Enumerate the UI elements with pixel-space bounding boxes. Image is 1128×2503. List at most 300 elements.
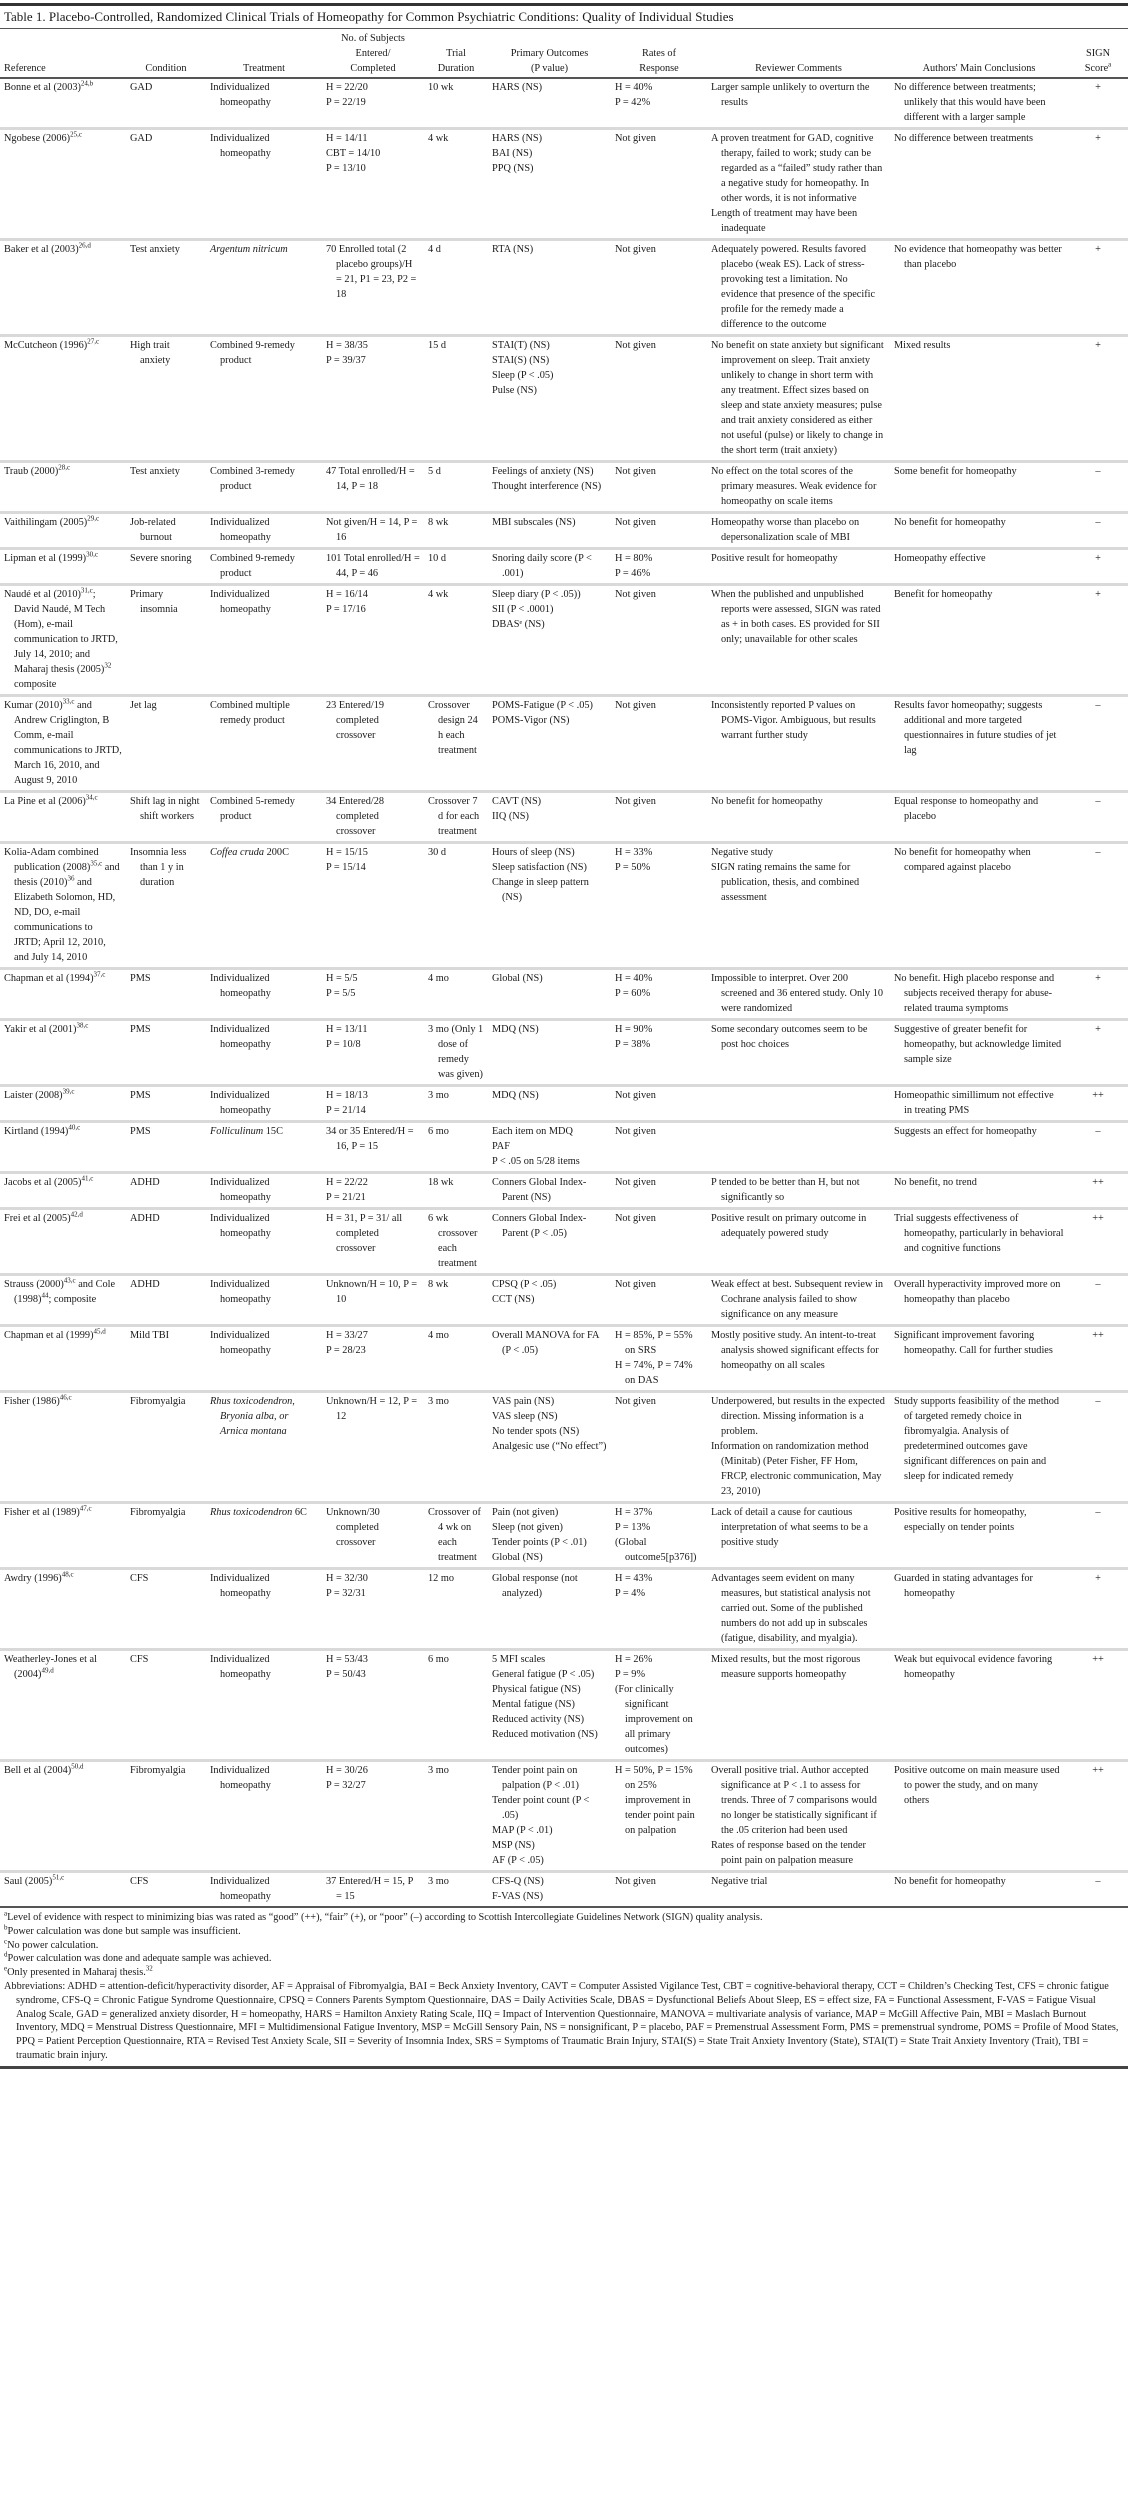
- response-line: Not given: [615, 1279, 656, 1290]
- cell-sign-score: +: [1095, 973, 1101, 984]
- cell-duration: [424, 792, 488, 843]
- conclusion-text: No benefit for homeopathy when compared against placebo: [894, 847, 1031, 873]
- table-body: [0, 78, 1128, 1906]
- response-line: P = 9%: [615, 1669, 646, 1680]
- cell-treatment: [206, 1761, 322, 1872]
- reference-citation: Naudé et al (2010): [4, 589, 81, 600]
- subjects-line: H = 30/26: [326, 1765, 368, 1776]
- treatment-name: Combined 9-remedy product: [210, 553, 295, 579]
- duration-text: 6 mo: [428, 1654, 449, 1665]
- response-line: Not given: [615, 1177, 656, 1188]
- cell-reference: [0, 129, 126, 240]
- reference-superscript: 38,c: [76, 1021, 89, 1030]
- cell-reference: [0, 336, 126, 462]
- cell-conclusions: [890, 1275, 1068, 1326]
- cell-subjects: [322, 513, 424, 549]
- conclusion-text: No benefit for homeopathy: [894, 517, 1006, 528]
- cell-comment: [707, 129, 890, 240]
- cell-outcome: [488, 78, 611, 129]
- table-row: [0, 1761, 1128, 1872]
- outcome-line: STAI(S) (NS): [492, 355, 550, 366]
- subjects-line: 47 Total enrolled/H = 14, P = 18: [326, 466, 415, 492]
- cell-sign-score: +: [1095, 133, 1101, 144]
- subjects-line: Unknown/30 completed crossover: [326, 1507, 380, 1548]
- cell-response: [611, 1392, 707, 1503]
- cell-subjects: [322, 1020, 424, 1086]
- condition-text: Primary insomnia: [130, 589, 178, 615]
- table-row: [0, 1275, 1128, 1326]
- cell-conclusions: [890, 549, 1068, 585]
- cell-response: [611, 1086, 707, 1122]
- cell-subjects: [322, 1209, 424, 1275]
- cell-subjects: [322, 585, 424, 696]
- outcome-line: HARS (NS): [492, 133, 543, 144]
- cell-treatment: [206, 1392, 322, 1503]
- outcome-line: Pulse (NS): [492, 385, 537, 396]
- subjects-line: H = 38/35: [326, 340, 368, 351]
- treatment-name: Individualized homeopathy: [210, 517, 271, 543]
- cell-outcome: [488, 549, 611, 585]
- cell-conclusions: [890, 969, 1068, 1020]
- reference-citation: Baker et al (2003): [4, 244, 79, 255]
- cell-duration: [424, 1020, 488, 1086]
- col-header-outcomes-line1: Primary Outcomes: [510, 48, 589, 59]
- reference-citation: Yakir et al (2001): [4, 1024, 77, 1035]
- comment-line: A proven treatment for GAD, cognitive therapy, failed to work; study can be regarded as a “failed” study rather than a negative study for homeopathy. In other words, it is not informative: [711, 133, 883, 204]
- conclusion-text: Suggests an effect for homeopathy: [894, 1126, 1037, 1137]
- treatment-text: [210, 242, 318, 257]
- treatment-name: Combined 9-remedy product: [210, 340, 295, 366]
- treatment-name: Combined multiple remedy product: [210, 700, 290, 726]
- condition-text: Test anxiety: [130, 244, 180, 255]
- cell-duration: [424, 240, 488, 336]
- cell-comment: [707, 1392, 890, 1503]
- comment-line: No benefit for homeopathy: [711, 796, 823, 807]
- condition-text: ADHD: [130, 1279, 160, 1290]
- conclusion-text: Some benefit for homeopathy: [894, 466, 1017, 477]
- conclusion-text: No benefit, no trend: [894, 1177, 977, 1188]
- reference-superscript: 30,c: [86, 550, 98, 559]
- treatment-name: Individualized homeopathy: [210, 1573, 271, 1599]
- cell-response: [611, 129, 707, 240]
- table-row: [0, 792, 1128, 843]
- duration-text: 8 wk: [428, 1279, 449, 1290]
- cell-response: [611, 1569, 707, 1650]
- cell-outcome: [488, 969, 611, 1020]
- reference-text: [4, 80, 122, 95]
- cell-treatment: [206, 513, 322, 549]
- cell-comment: [707, 1086, 890, 1122]
- condition-text: GAD: [130, 82, 153, 93]
- conclusion-text: Mixed results: [894, 340, 951, 351]
- cell-comment: [707, 1020, 890, 1086]
- duration-text: 3 mo: [428, 1876, 449, 1887]
- response-line: P = 60%: [615, 988, 651, 999]
- response-line: P = 46%: [615, 568, 651, 579]
- response-line: H = 40%: [615, 82, 653, 93]
- cell-subjects: [322, 1326, 424, 1392]
- table-row: [0, 1650, 1128, 1761]
- cell-outcome: [488, 1122, 611, 1173]
- table-row: [0, 1086, 1128, 1122]
- footnote: [4, 1911, 1124, 1925]
- cell-comment: [707, 1122, 890, 1173]
- cell-conclusions: [890, 1209, 1068, 1275]
- footnote-mark: a: [4, 1909, 8, 1918]
- outcome-line: Mental fatigue (NS): [492, 1699, 575, 1710]
- cell-subjects: [322, 78, 424, 129]
- treatment-text: [210, 1124, 318, 1139]
- cell-reference: [0, 462, 126, 513]
- reference-citation: Lipman et al (1999): [4, 553, 87, 564]
- cell-response: [611, 78, 707, 129]
- footnote: [4, 1939, 1124, 1953]
- cell-duration: [424, 843, 488, 969]
- cell-response: [611, 240, 707, 336]
- reference-superscript: 35,c: [90, 859, 103, 868]
- response-line: H = 80%: [615, 553, 653, 564]
- cell-treatment: [206, 696, 322, 792]
- subjects-line: P = 10/8: [326, 1039, 361, 1050]
- cell-reference: [0, 1650, 126, 1761]
- table-page: [0, 3, 1128, 2069]
- subjects-line: 70 Enrolled total (2 placebo groups)/H = 21, P1 = 23, P2 = 18: [326, 244, 417, 300]
- cell-reference: [0, 549, 126, 585]
- reference-superscript: 39,c: [62, 1087, 75, 1096]
- table-row: [0, 843, 1128, 969]
- cell-treatment: [206, 585, 322, 696]
- subjects-line: Not given/H = 14, P = 16: [326, 517, 418, 543]
- cell-condition: [126, 792, 206, 843]
- outcome-line: Sleep (P < .05): [492, 370, 554, 381]
- reference-text: [4, 338, 122, 353]
- response-line: H = 90%: [615, 1024, 653, 1035]
- comment-line: No effect on the total scores of the primary measures. Weak evidence for homeopathy on scale items: [711, 466, 877, 507]
- cell-condition: [126, 1503, 206, 1569]
- cell-conclusions: [890, 1392, 1068, 1503]
- subjects-line: 34 or 35 Entered/H = 16, P = 15: [326, 1126, 414, 1152]
- cell-duration: [424, 1503, 488, 1569]
- subjects-line: P = 32/31: [326, 1588, 366, 1599]
- cell-treatment: [206, 462, 322, 513]
- cell-condition: [126, 843, 206, 969]
- condition-text: Shift lag in night shift workers: [130, 796, 200, 822]
- outcome-line: Thought interference (NS): [492, 481, 602, 492]
- reference-extra: ; David Naudé, M Tech (Hom), e-mail communication to JRTD, July 14, 2010; and Maharaj thesis (2005): [14, 589, 118, 675]
- outcome-line: No tender spots (NS): [492, 1426, 580, 1437]
- outcome-line: POMS-Fatigue (P < .05): [492, 700, 593, 711]
- condition-text: ADHD: [130, 1213, 160, 1224]
- outcome-line: VAS sleep (NS): [492, 1411, 558, 1422]
- conclusion-text: Overall hyperactivity improved more on homeopathy than placebo: [894, 1279, 1061, 1305]
- col-header-response-line1: Rates of: [641, 48, 677, 59]
- footnote-mark: c: [4, 1937, 8, 1946]
- duration-text: 4 d: [428, 244, 441, 255]
- treatment-text: [210, 1022, 318, 1052]
- cell-reference: [0, 792, 126, 843]
- cell-comment: [707, 78, 890, 129]
- subjects-line: H = 16/14: [326, 589, 368, 600]
- cell-response: [611, 1503, 707, 1569]
- cell-condition: [126, 129, 206, 240]
- reference-text: [4, 464, 122, 479]
- cell-comment: [707, 462, 890, 513]
- reference-superscript: 28,c: [58, 463, 71, 472]
- cell-subjects: [322, 1086, 424, 1122]
- table-row: [0, 696, 1128, 792]
- cell-sign-score: +: [1095, 82, 1101, 93]
- cell-subjects: [322, 1650, 424, 1761]
- cell-treatment: [206, 1086, 322, 1122]
- cell-comment: [707, 585, 890, 696]
- reference-superscript: 45,d: [93, 1327, 106, 1336]
- outcome-line: CPSQ (P < .05): [492, 1279, 557, 1290]
- cell-response: [611, 513, 707, 549]
- condition-text: CFS: [130, 1573, 149, 1584]
- duration-text: 30 d: [428, 847, 447, 858]
- conclusion-text: Positive outcome on main measure used to power the study, and on many others: [894, 1765, 1060, 1806]
- outcome-line: Tender point count (P < .05): [492, 1795, 590, 1821]
- cell-condition: [126, 1650, 206, 1761]
- cell-treatment: [206, 1872, 322, 1907]
- conclusion-text: Benefit for homeopathy: [894, 589, 993, 600]
- reference-superscript: 34,c: [85, 793, 98, 802]
- col-header-subjects-line3: Completed: [350, 63, 396, 74]
- reference-text: [4, 1211, 122, 1226]
- abbreviations: Abbreviations: ADHD = attention-deficit/hyperactivity disorder, AF = Appraisal of Fibromyalgia, BAI = Beck Anxiety Inventory, CAVT = Computer Assisted Vigilance Test, CBT = cognitive-behavioral therapy, CCT = Children’s Checking Test, CFS = chronic fatigue syndrome, CFS-Q = Chronic Fatigue Syndrome Questionnaire, CPSQ = Conners Parents Symptom Questionnaire, DAS = Daily Activities Scale, DBAS = Dysfunctional Beliefs About Sleep, ES = effect size, FA = Functional Assessment, F-VAS = Fatigue Visual Analog Scale, GAD = generalized anxiety disorder, H = homeopathy, HARS = Hamilton Anxiety Rating Scale, IIQ = Impact of Intervention Questionnaire, MANOVA = multivariate analysis of variance, MAP = McGill Affective Pain, MBI = Maslach Burnout Inventory, MDQ = Menstrual Distress Questionnaire, MFI = Multidimensional Fatigue Inventory, MSP = McGill Sensory Pain, NS = nonsignificant, P = placebo, PAF = Premenstrual Assessment Form, PMS = premenstrual syndrome, POMS = Profile of Mood States, PPQ = Patient Perception Questionnaire, RTA = Revised Test Anxiety Scale, SII = Severity of Insomnia Index, SRS = Symptoms of Traumatic Brain Injury, STAI(S) = State Trait Anxiety Inventory (State), STAI(T) = State Trait Anxiety Inventory (Trait), TBI = traumatic brain injury.: [4, 1980, 1119, 2061]
- conclusion-text: Study supports feasibility of the method of targeted remedy choice in fibromyalgia. Analysis of predetermined outcomes gave significant differences on pain and sleep for indicated remedy: [894, 1396, 1060, 1482]
- treatment-text: [210, 1277, 318, 1307]
- subjects-line: H = 32/30: [326, 1573, 368, 1584]
- cell-subjects: [322, 336, 424, 462]
- outcome-line: Global (NS): [492, 1552, 543, 1563]
- cell-comment: [707, 1503, 890, 1569]
- cell-condition: [126, 585, 206, 696]
- reference-superscript: 41,c: [81, 1174, 94, 1183]
- cell-outcome: [488, 585, 611, 696]
- treatment-remedy-name: Rhus toxicodendron, Bryonia alba, or Arnica montana: [210, 1396, 295, 1437]
- subjects-line: H = 22/20: [326, 82, 368, 93]
- treatment-name: Individualized homeopathy: [210, 1090, 271, 1116]
- cell-sign-score: ++: [1092, 1765, 1104, 1776]
- comment-line: Weak effect at best. Subsequent review in Cochrane analysis failed to show significance on any measure: [711, 1279, 883, 1320]
- cell-treatment: [206, 240, 322, 336]
- outcome-line: Reduced activity (NS): [492, 1714, 585, 1725]
- cell-sign-score: –: [1095, 796, 1101, 807]
- cell-duration: [424, 696, 488, 792]
- reference-extra: and Andrew Criglington, B Comm, e-mail communications to JRTD, March 16, 2010, and August 9, 2010: [14, 700, 122, 786]
- outcome-line: Conners Global Index-Parent (P < .05): [492, 1213, 587, 1239]
- response-line: Not given: [615, 340, 656, 351]
- cell-condition: [126, 1392, 206, 1503]
- reference-text: [4, 587, 122, 692]
- duration-text: 6 mo: [428, 1126, 449, 1137]
- outcome-line: AF (P < .05): [492, 1855, 544, 1866]
- reference-citation: Bonne et al (2003): [4, 82, 81, 93]
- treatment-text: [210, 80, 318, 110]
- reference-text: [4, 1505, 122, 1520]
- subjects-line: P = 32/27: [326, 1780, 366, 1791]
- response-line: Not given: [615, 133, 656, 144]
- conclusion-text: No benefit. High placebo response and subjects received therapy for abuse-related trauma symptoms: [894, 973, 1055, 1014]
- cell-duration: [424, 1872, 488, 1907]
- cell-condition: [126, 78, 206, 129]
- outcome-line: Global response (not analyzed): [492, 1573, 578, 1599]
- comment-line: Advantages seem evident on many measures, but statistical analysis not carried out. Some of the published numbers do not add up in subscales (fatigue, disability, and myalgia).: [711, 1573, 871, 1644]
- reference-text: [4, 1571, 122, 1586]
- col-header-sign-line1: SIGN: [1085, 48, 1111, 59]
- treatment-name: Individualized homeopathy: [210, 1024, 271, 1050]
- cell-sign-score: –: [1095, 1876, 1101, 1887]
- comment-line: No benefit on state anxiety but significant improvement on sleep. Trait anxiety unlikely to change in short term with any treatment. Effect sizes based on sleep and state anxiety measures; pulse and trait anxiety considered as either not useful (pulse) or likely to change in the short term (trait anxiety): [711, 340, 884, 456]
- cell-duration: [424, 1392, 488, 1503]
- reference-superscript: 37,c: [93, 970, 106, 979]
- comment-line: Mixed results, but the most rigorous measure supports homeopathy: [711, 1654, 861, 1680]
- cell-duration: [424, 549, 488, 585]
- footnote-text: Power calculation was done but sample was insufficient.: [7, 1925, 241, 1937]
- conclusion-text: Weak but equivocal evidence favoring homeopathy: [894, 1654, 1053, 1680]
- table-row: [0, 1326, 1128, 1392]
- cell-sign-score: ++: [1092, 1330, 1104, 1341]
- reference-citation: Frei et al (2005): [4, 1213, 71, 1224]
- cell-response: [611, 462, 707, 513]
- duration-text: 5 d: [428, 466, 441, 477]
- treatment-text: [210, 1211, 318, 1241]
- footnote-text: No power calculation.: [7, 1939, 99, 1951]
- table-row: [0, 129, 1128, 240]
- condition-text: PMS: [130, 1024, 151, 1035]
- outcome-line: CCT (NS): [492, 1294, 535, 1305]
- outcome-line: Pain (not given): [492, 1507, 559, 1518]
- subjects-line: 34 Entered/28 completed crossover: [326, 796, 385, 837]
- comment-line: Negative trial: [711, 1876, 768, 1887]
- footnote-mark: b: [4, 1923, 8, 1932]
- reference-text: [4, 971, 122, 986]
- condition-text: Jet lag: [130, 700, 157, 711]
- response-line: H = 74%, P = 74% on DAS: [615, 1360, 693, 1386]
- subjects-line: H = 5/5: [326, 973, 358, 984]
- conclusion-text: No benefit for homeopathy: [894, 1876, 1006, 1887]
- treatment-name: Individualized homeopathy: [210, 589, 271, 615]
- reference-text: [4, 1124, 122, 1139]
- table-row: [0, 78, 1128, 129]
- cell-response: [611, 1020, 707, 1086]
- treatment-name: Individualized homeopathy: [210, 1876, 271, 1902]
- reference-citation: Ngobese (2006): [4, 133, 71, 144]
- response-line: P = 42%: [615, 97, 651, 108]
- cell-conclusions: [890, 78, 1068, 129]
- footnote-ref-superscript: 32: [145, 1964, 153, 1973]
- cell-response: [611, 1761, 707, 1872]
- subjects-line: P = 17/16: [326, 604, 366, 615]
- outcome-line: Feelings of anxiety (NS): [492, 466, 594, 477]
- comment-line: Lack of detail a cause for cautious interpretation of what seems to be a positive study: [711, 1507, 868, 1548]
- table-row: [0, 1503, 1128, 1569]
- cell-reference: [0, 1122, 126, 1173]
- cell-conclusions: [890, 1020, 1068, 1086]
- comment-line: Information on randomization method (Minitab) (Peter Fisher, FF Hom, FRCP, electronic communication, May 23, 2010): [711, 1441, 882, 1497]
- treatment-name: Individualized homeopathy: [210, 1213, 271, 1239]
- cell-conclusions: [890, 1761, 1068, 1872]
- cell-conclusions: [890, 1503, 1068, 1569]
- response-line: P = 50%: [615, 862, 651, 873]
- cell-comment: [707, 1650, 890, 1761]
- cell-conclusions: [890, 1173, 1068, 1209]
- reference-superscript: 50,d: [71, 1762, 84, 1771]
- cell-condition: [126, 1209, 206, 1275]
- cell-outcome: [488, 1392, 611, 1503]
- cell-comment: [707, 1275, 890, 1326]
- cell-outcome: [488, 792, 611, 843]
- outcome-line: MDQ (NS): [492, 1024, 539, 1035]
- reference-citation: Vaithilingam (2005): [4, 517, 88, 528]
- reference-tail: and Elizabeth Solomon, HD, ND, DO, e-mail communications to JRTD; April 12, 2010, and July 14, 2010: [14, 877, 116, 963]
- cell-sign-score: –: [1095, 700, 1101, 711]
- reference-superscript: 29,c: [87, 514, 100, 523]
- subjects-line: H = 14/11: [326, 133, 368, 144]
- table-row: [0, 1872, 1128, 1907]
- cell-condition: [126, 1569, 206, 1650]
- reference-text: [4, 1175, 122, 1190]
- outcome-line: Conners Global Index-Parent (NS): [492, 1177, 587, 1203]
- cell-reference: [0, 240, 126, 336]
- treatment-text: [210, 1394, 318, 1439]
- cell-condition: [126, 549, 206, 585]
- outcome-line: PAF: [492, 1141, 510, 1152]
- cell-response: [611, 843, 707, 969]
- treatment-name: Combined 3-remedy product: [210, 466, 295, 492]
- cell-reference: [0, 1569, 126, 1650]
- outcome-line: MBI subscales (NS): [492, 517, 576, 528]
- treatment-text: [210, 1328, 318, 1358]
- reference-text: [4, 551, 122, 566]
- response-line: H = 40%: [615, 973, 653, 984]
- response-line: Not given: [615, 517, 656, 528]
- cell-response: [611, 696, 707, 792]
- treatment-remedy-name: Folliculinum: [210, 1126, 264, 1137]
- response-line: P = 4%: [615, 1588, 646, 1599]
- cell-response: [611, 792, 707, 843]
- col-header-outcomes-line2: (P value): [530, 63, 569, 74]
- cell-comment: [707, 1326, 890, 1392]
- table-row: [0, 969, 1128, 1020]
- cell-treatment: [206, 1503, 322, 1569]
- condition-text: CFS: [130, 1654, 149, 1665]
- cell-comment: [707, 1209, 890, 1275]
- subjects-line: P = 21/14: [326, 1105, 366, 1116]
- subjects-line: P = 5/5: [326, 988, 356, 999]
- cell-subjects: [322, 1761, 424, 1872]
- outcome-line: VAS pain (NS): [492, 1396, 555, 1407]
- cell-outcome: [488, 129, 611, 240]
- treatment-remedy-name: Argentum nitricum: [210, 244, 288, 255]
- response-line: P = 38%: [615, 1039, 651, 1050]
- treatment-text: [210, 131, 318, 161]
- condition-text: Fibromyalgia: [130, 1765, 186, 1776]
- cell-outcome: [488, 1761, 611, 1872]
- reference-superscript: 26,d: [78, 241, 91, 250]
- response-line: Not given: [615, 244, 656, 255]
- cell-reference: [0, 843, 126, 969]
- cell-outcome: [488, 1872, 611, 1907]
- cell-treatment: [206, 843, 322, 969]
- condition-text: Fibromyalgia: [130, 1507, 186, 1518]
- col-header-conclusions: Authors' Main Conclusions: [890, 29, 1068, 78]
- cell-condition: [126, 1173, 206, 1209]
- outcome-line: POMS-Vigor (NS): [492, 715, 570, 726]
- subjects-line: Unknown/H = 10, P = 10: [326, 1279, 418, 1305]
- subjects-line: Unknown/H = 12, P = 12: [326, 1396, 418, 1422]
